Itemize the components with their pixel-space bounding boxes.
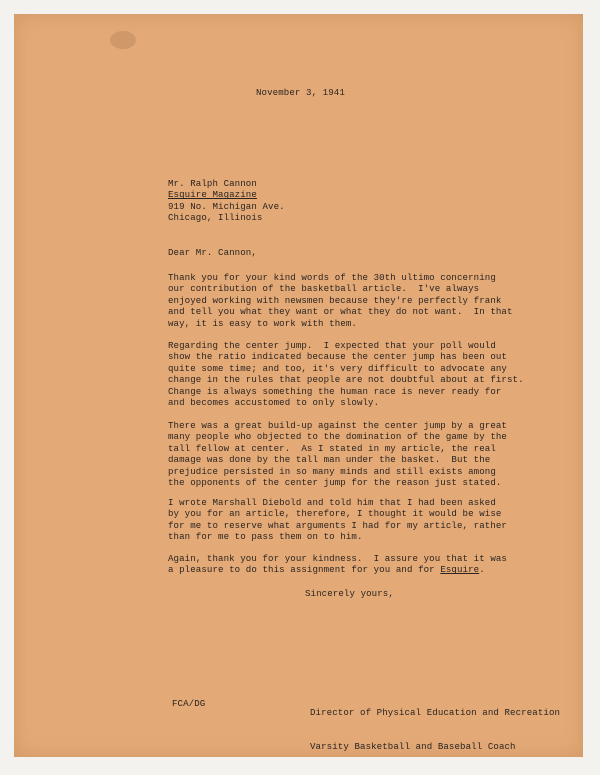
typist-initials: FCA/DG [172, 698, 206, 709]
final-paragraph-text: Again, thank you for your kindness. I assure you that it was a pleasure to do this assignment for you and for [168, 553, 507, 576]
body-paragraph: There was a great build-up against the center jump by a great many people who objected to the domination of the game by the tall fellow at center. As I stated in my article, the real damage was done by the tall man under the basket. But the prejudice persisted in so many minds and still exists among the opponents of the center jump for the reason just stated. [168, 420, 507, 489]
signature-title-line: Director of Physical Education and Recreation [310, 706, 561, 718]
final-paragraph [168, 553, 507, 576]
letter-date: November 3, 1941 [256, 87, 345, 98]
signature-title-line: Varsity Basketball and Baseball Coach [310, 741, 516, 753]
magazine-name-underlined: Esquire [440, 564, 480, 576]
body-paragraph: Regarding the center jump. I expected that your poll would show the ratio indicated because the center jump has been out quite some time; and too, it's very difficult to advocate any change in the rules that people are not doubtful about at first. Change is always something the human race is never ready for and becomes accustomed to only slowly. [168, 340, 524, 409]
final-paragraph-period: . [479, 564, 485, 576]
recipient-address [168, 178, 285, 224]
body-paragraph: I wrote Marshall Diebold and told him that I had been asked by you for an article, therefore, I thought it would be wise for me to reserve what arguments I had for my article, rather than for me to pass them on to him. [168, 497, 507, 543]
recipient-organization: Esquire Magazine [168, 189, 257, 201]
signature-title-block [310, 684, 560, 764]
recipient-city: Chicago, Illinois [168, 212, 263, 224]
recipient-street: 919 No. Michigan Ave. [168, 200, 285, 212]
recipient-name: Mr. Ralph Cannon [168, 178, 257, 189]
salutation: Dear Mr. Cannon, [168, 247, 257, 258]
body-paragraph: Thank you for your kind words of the 30th ultimo concerning our contribution of the basketball article. I've always enjoyed working with newsmen because they're perfectly frank and tell you what they want or what they do not want. In that way, it is easy to work with them. [168, 272, 513, 329]
closing: Sincerely yours, [305, 588, 394, 599]
paper-stain [110, 31, 136, 49]
